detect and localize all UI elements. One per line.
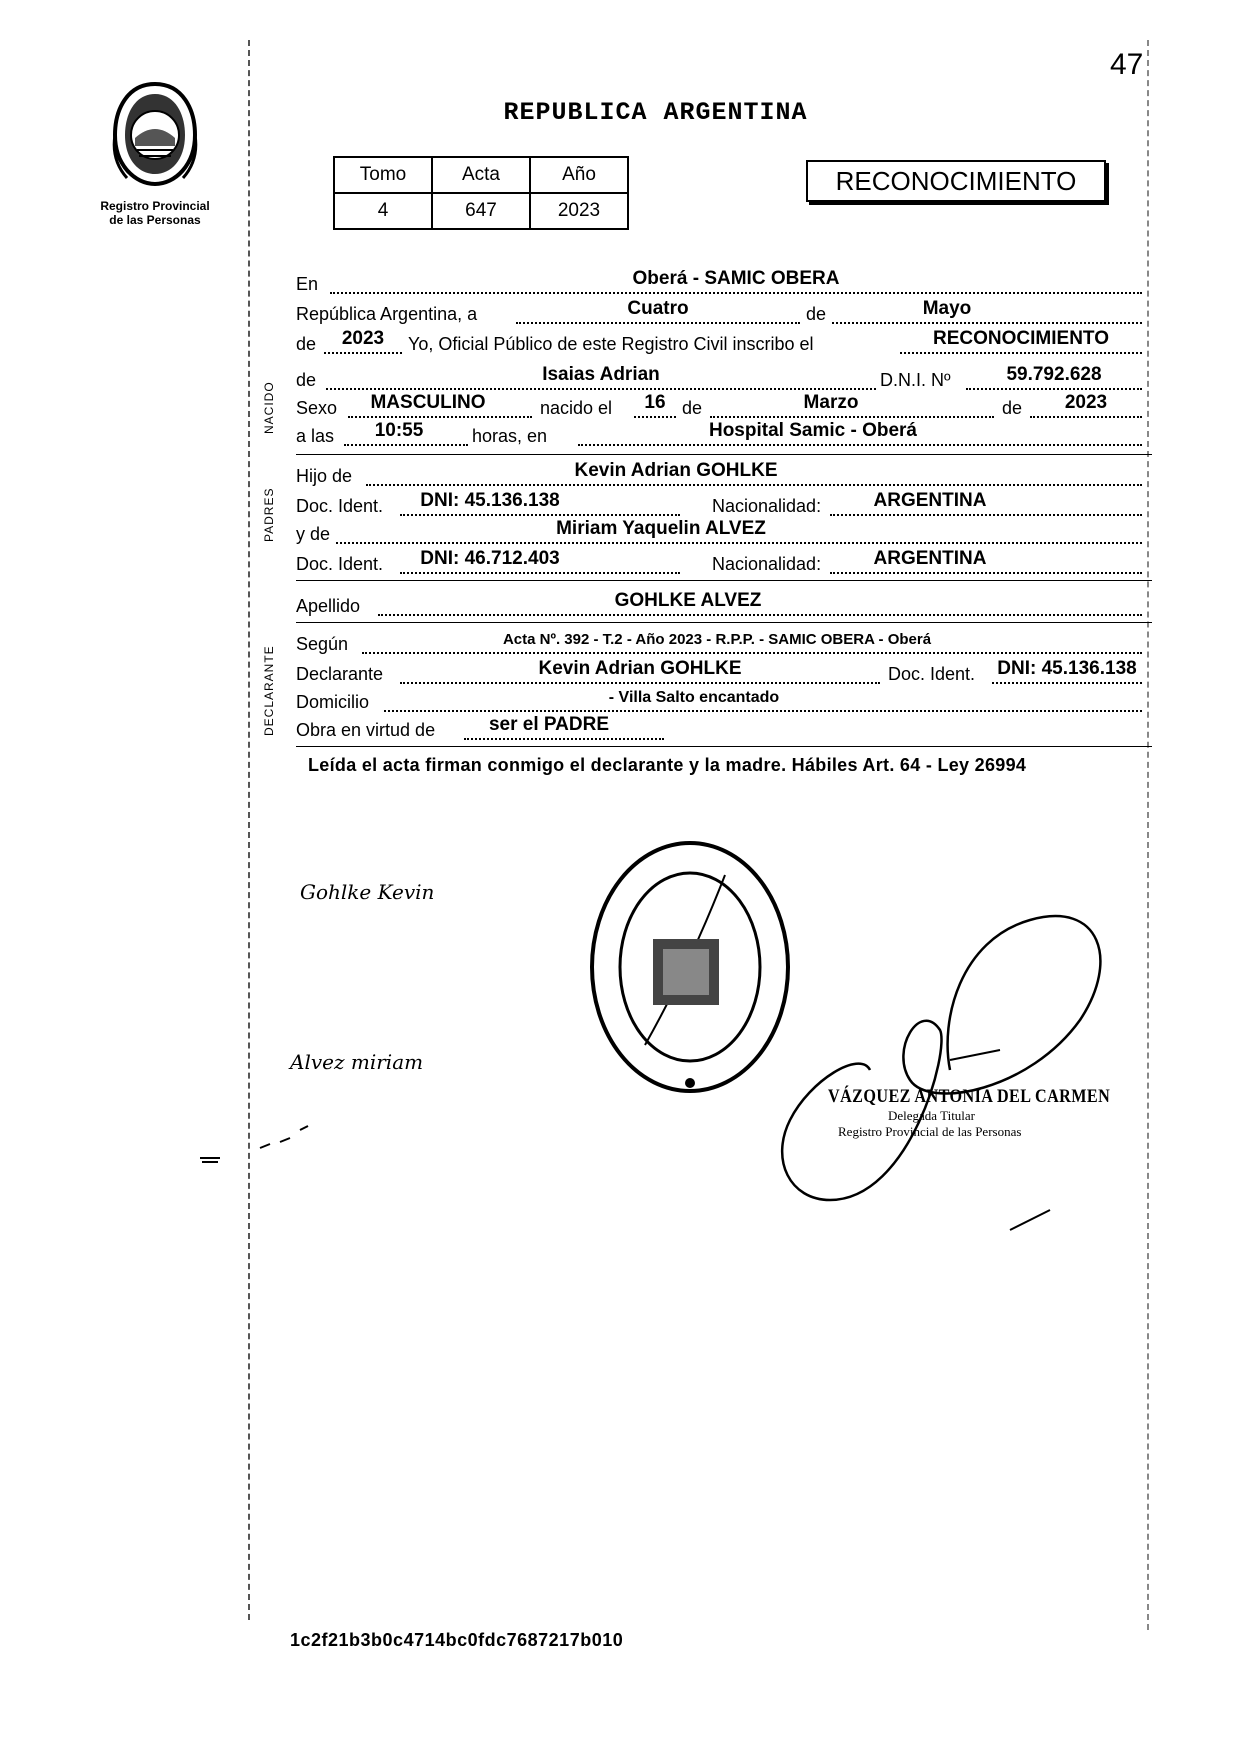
label-obra: Obra en virtud de [296,720,436,740]
value-mother-name: Miriam Yaquelin ALVEZ [556,518,766,539]
misiones-seal-icon [107,80,203,190]
value-act-type: RECONOCIMIENTO [933,328,1109,349]
document-type-box: RECONOCIMIENTO [806,160,1106,202]
row-republica [296,298,1152,326]
logo-caption-line-1: Registro Provincial [100,199,210,213]
row-y-de [296,518,1152,546]
label-hijo-de: Hijo de [296,466,353,486]
value-day: Cuatro [627,298,689,319]
label-doc-ident: Doc. Ident. [296,496,384,516]
section-label-nacido: NACIDO [262,381,276,434]
stamp-outer-text [590,840,591,841]
value-father-nationality: ARGENTINA [873,490,987,511]
value-place: Oberá - SAMIC OBERA [632,268,840,289]
row-declarante [296,658,1152,686]
section-label-padres: PADRES [262,487,276,542]
stamp-text [590,840,591,841]
value-child-name: Isaias Adrian [542,364,660,385]
value-birth-year: 2023 [1064,392,1108,413]
label-declarante: Declarante [296,664,384,684]
value-father-name: Kevin Adrian GOHLKE [574,460,778,481]
label-de-year: de [1002,398,1023,418]
document-hash: 1c2f21b3b0c4714bc0fdc7687217b010 [290,1630,624,1650]
value-mother-nationality: ARGENTINA [873,548,987,569]
row-apellido [296,590,1152,618]
value-declarante: Kevin Adrian GOHLKE [538,658,742,679]
value-declarante-doc: DNI: 45.136.138 [997,658,1137,679]
registry-value-ano: 2023 [530,193,628,229]
registry-header-tomo: Tomo [334,157,432,193]
value-child-dni: 59.792.628 [1006,364,1102,385]
separator [296,454,1152,455]
label-segun: Según [296,634,349,654]
legal-statement: Leída el acta firman conmigo el declarante y la madre. Hábiles Art. 64 - Ley 26994 [308,755,1027,775]
value-year: 2023 [341,328,385,349]
official-signature-block [828,1086,1111,1140]
separator [296,580,1152,581]
section-label-declarante: DECLARANTE [262,645,276,736]
value-obra: ser el PADRE [488,714,610,735]
label-de-month: de [682,398,703,418]
official-office: Registro Provincial de las Personas [838,1124,1022,1139]
official-name: VÁZQUEZ ANTONIA DEL CARMEN [828,1086,1111,1107]
value-month: Mayo [922,298,972,319]
row-sexo [296,392,1152,420]
row-domicilio [296,690,1152,714]
margin-marks [190,1100,330,1170]
label-doc-ident-declarante: Doc. Ident. [888,664,976,684]
label-horas: horas, en [472,426,548,446]
row-segun [296,632,1152,656]
value-father-doc: DNI: 45.136.138 [420,490,560,511]
row-hijo-de [296,460,1152,488]
row-obra [296,714,1152,742]
page-title: REPUBLICA ARGENTINA [503,98,808,127]
label-de: de [806,304,827,324]
registry-value-tomo: 4 [334,193,432,229]
page-number: 47 [1110,48,1144,81]
label-apellido: Apellido [296,596,361,616]
value-mother-doc: DNI: 46.712.403 [420,548,560,569]
registry-header-acta: Acta [432,157,530,193]
value-domicilio: - Villa Salto encantado [608,689,780,706]
logo-caption-line-2: de las Personas [109,213,201,227]
label-de-nacido: de [296,370,317,390]
official-role: Delegada Titular [888,1108,976,1123]
label-sexo: Sexo [296,398,338,418]
value-apellido: GOHLKE ALVEZ [614,590,762,611]
label-doc-ident-mother: Doc. Ident. [296,554,384,574]
label-a-las: a las [296,426,335,446]
row-year: de 2023 Yo, Oficial Público de este Registro Civil inscribo el RECONOCIMIENTO [296,332,1152,356]
label-en: En [296,274,319,294]
label-republica: República Argentina, a [296,304,478,324]
label-y-de: y de [296,524,331,544]
value-sexo: MASCULINO [370,392,486,413]
label-dni: D.N.I. Nº [880,370,951,390]
label-nacionalidad: Nacionalidad: [712,496,822,516]
label-yo: Yo, Oficial Público de este Registro Civil inscribo el [408,334,814,354]
value-birth-place: Hospital Samic - Oberá [708,420,917,441]
official-stamp-icon [585,835,795,1105]
separator [296,622,1152,623]
value-birth-day: 16 [644,392,666,413]
father-signature: Gohlke Kevin [300,880,435,904]
official-signature-scribble [770,900,1130,1240]
separator [296,746,1152,747]
value-time: 10:55 [374,420,424,441]
row-hora [296,420,1152,448]
label-nacionalidad-mother: Nacionalidad: [712,554,822,574]
value-segun: Acta Nº. 392 - T.2 - Año 2023 - R.P.P. - SAMIC OBERA - Oberá [502,631,932,648]
registry-header-ano: Año [530,157,628,193]
mother-signature: Alvez miriam [290,1050,424,1074]
registry-table [333,156,629,230]
margin-dashed-line [248,40,250,1620]
registry-value-acta: 647 [432,193,530,229]
label-domicilio: Domicilio [296,692,370,712]
label-nacido-el: nacido el [540,398,613,418]
row-nacido-name [296,364,1152,392]
row-mother-doc [296,548,1152,576]
row-father-doc [296,490,1152,518]
row-en [296,268,1152,296]
value-birth-month: Marzo [803,392,859,413]
